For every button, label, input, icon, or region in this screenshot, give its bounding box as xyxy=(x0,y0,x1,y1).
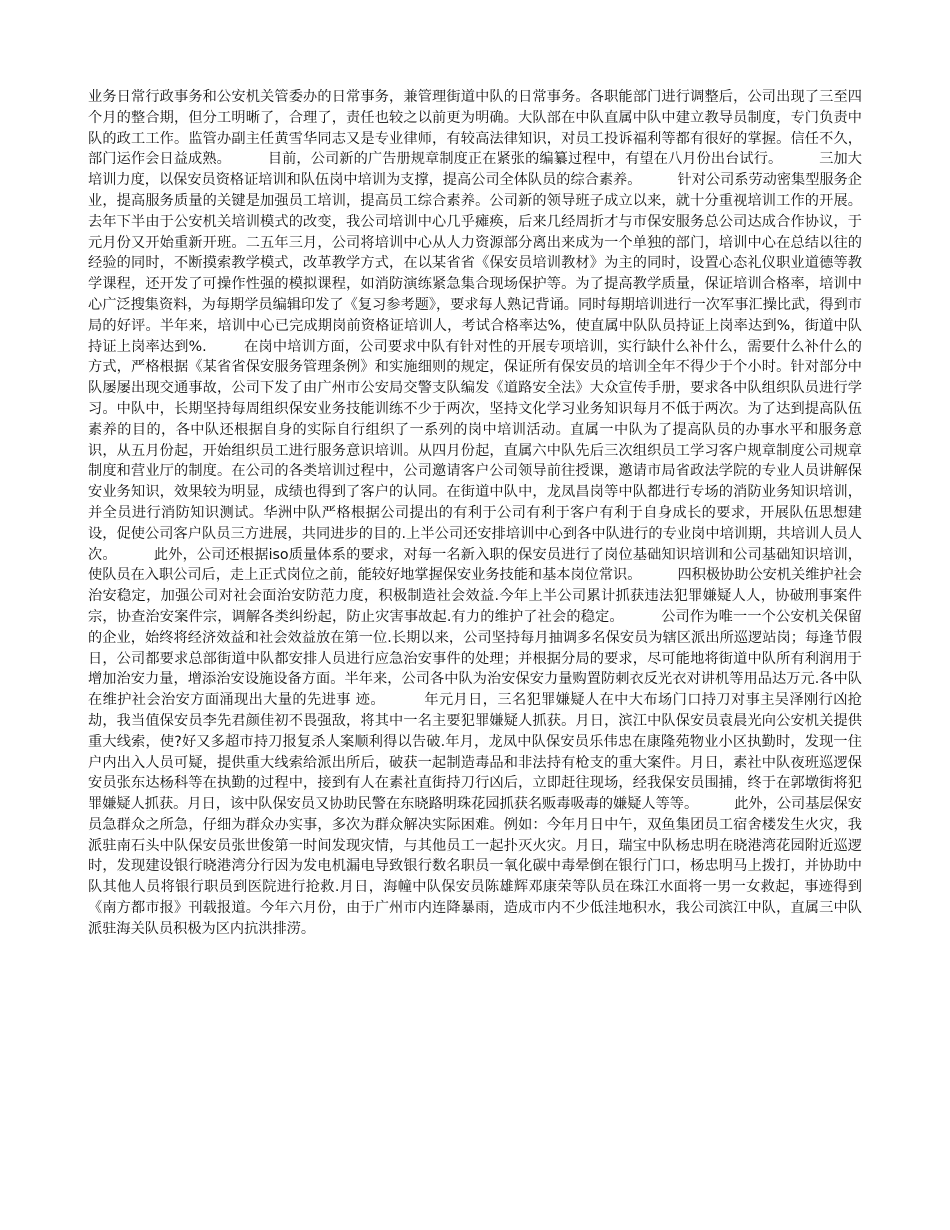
document-page xyxy=(88,87,899,940)
body-paragraph: 业务日常行政事务和公安机关管委办的日常事务，兼管理街道中队的日常事务。各职能部门进行调整后，公司出现了三至四个月的整合期，但分工明晰了，合理了，责任也较之以前更为明确。大队部在中队直属中队中建立教导员制度，专门负责中队的政工工作。监管办副主任黄雪华同志又是专业律师，有较高法律知识，对员工投诉福利等都有很好的掌握。信任不久，部门运作会日益成熟。 目前，公司新的广告册规章制度正在紧张的编纂过程中，有望在八月份出台试行。 三加大培训力度，以保安员资格证培训和队伍岗中培训为支撑，提高公司全体队员的综合素养。 针对公司系劳动密集型服务企业，提高服务质量的关键是加强员工培训，提高员工综合素养。公司新的领导班子成立以来，就十分重视培训工作的开展。 去年下半由于公安机关培训模式的改变，我公司培训中心几乎瘫痪，后来几经周折才与市保安服务总公司达成合作协议，于元月份又开始重新开班。二五年三月，公司将培训中心从人力资源部分离出来成为一个单独的部门，培训中心在总结以往的经验的同时，不断摸索教学模式，改革教学方式，在以某省省《保安员培训教材》为主的同时，设置心态礼仪职业道德等教学课程，还开发了可操作性强的模拟课程，如消防演练紧急集合现场保护等。为了提高教学质量，保证培训合格率，培训中心广泛搜集资料，为每期学员编辑印发了《复习参考题》，要求每人熟记背诵。同时每期培训进行一次军事汇操比武，得到市局的好评。半年来，培训中心已完成期岗前资格证培训人，考试合格率达%，使直属中队队员持证上岗率达到%，街道中队持证上岗率达到%. 在岗中培训方面，公司要求中队有针对性的开展专项培训，实行缺什么补什么，需要什么补什么的方式，严格根据《某省省保安服务管理条例》和实施细则的规定，保证所有保安员的培训全年不得少于个小时。针对部分中队屡屡出现交通事故，公司下发了由广州市公安局交警支队编发《道路安全法》大众宣传手册，要求各中队组织队员进行学习。中队中，长期坚持每周组织保安业务技能训练不少于两次，坚持文化学习业务知识每月不低于两次。为了达到提高队伍素养的目的，各中队还根据自身的实际自行组织了一系列的岗中培训活动。直属一中队为了提高队员的办事水平和服务意识，从五月份起，开始组织员工进行服务意识培训。从四月份起，直属六中队先后三次组织员工学习客户规章制度公司规章制度和营业厅的制度。在公司的各类培训过程中，公司邀请客户公司领导前往授课，邀请市局省政法学院的专业人员讲解保安业务知识，效果较为明显，成绩也得到了客户的认同。在街道中队中，龙凤昌岗等中队都进行专场的消防业务知识培训，并全员进行消防知识测试。华洲中队严格根据公司提出的有利于公司有利于客户有利于自身成长的要求，开展队伍思想建设，促使公司客户队员三方进展，共同进步的目的.上半公司还安排培训中心到各中队进行的专业岗中培训期，共培训人员人次。 此外，公司还根据iso质量体系的要求，对每一名新入职的保安员进行了岗位基础知识培训和公司基础知识培训，使队员在入职公司后，走上正式岗位之前，能较好地掌握保安业务技能和基本岗位常识。 四积极协助公安机关维护社会治安稳定，加强公司对社会面治安防范力度，积极制造社会效益.今年上半公司累计抓获违法犯罪嫌疑人人，协破刑事案件宗，协查治安案件宗，调解各类纠纷起，防止灾害事故起.有力的维护了社会的稳定。 公司作为唯一一个公安机关保留的企业，始终将经济效益和社会效益放在第一位.长期以来，公司坚持每月抽调多名保安员为辖区派出所巡逻站岗；每逢节假日，公司都要求总部街道中队都安排人员进行应急治安事件的处理；并根据分局的要求，尽可能地将街道中队所有利润用于增加治安力量，增添治安设施设备方面。半年来，公司各中队为治安保安力量购置防刺衣反光衣对讲机等用品达万元.各中队在维护社会治安方面涌现出大量的先进事 迹。 年元月日，三名犯罪嫌疑人在中大布场门口持刀对事主吴泽刚行凶抢劫，我当值保安员李先君颜佳初不畏强敌，将其中一名主要犯罪嫌疑人抓获。月日，滨江中队保安员袁晨光向公安机关提供重大线索，使?好又多超市持刀报复杀人案顺利得以告破.年月，龙凤中队保安员乐伟忠在康隆苑物业小区执勤时，发现一住户内出入人员可疑，提供重大线索给派出所后，破获一起制造毒品和非法持有枪支的重大案件。月日，素社中队夜班巡逻保安员张东达杨科等在执勤的过程中，接到有人在素社直街持刀行凶后，立即赶往现场，经我保安员围捕，终于在郭墩街将犯罪嫌疑人抓获。月日，该中队保安员又协助民警在东晓路明珠花园抓获名贩毒吸毒的嫌疑人等等。 此外，公司基层保安员急群众之所急，仔细为群众办实事，多次为群众解决实际困难。例如：今年月日中午，双鱼集团员工宿舍楼发生火灾，我派驻南石头中队保安员张世俊第一时间发现灾情，与其他员工一起扑灭火灾。月日，瑞宝中队杨忠明在晓港湾花园附近巡逻时，发现建设银行晓港湾分行因为发电机漏电导致银行数名职员一氧化碳中毒晕倒在银行门口，杨忠明马上拨打，并协助中队其他人员将银行职员到医院进行抢救.月日，海幢中队保安员陈雄辉邓康荣等队员在珠江水面将一男一女救起，事迹得到《南方都市报》刊载报道。今年六月份，由于广州市内连降暴雨，造成市内不少低洼地积水，我公司滨江中队，直属三中队派驻海关队员积极为区内抗洪排涝。 xyxy=(88,89,899,937)
